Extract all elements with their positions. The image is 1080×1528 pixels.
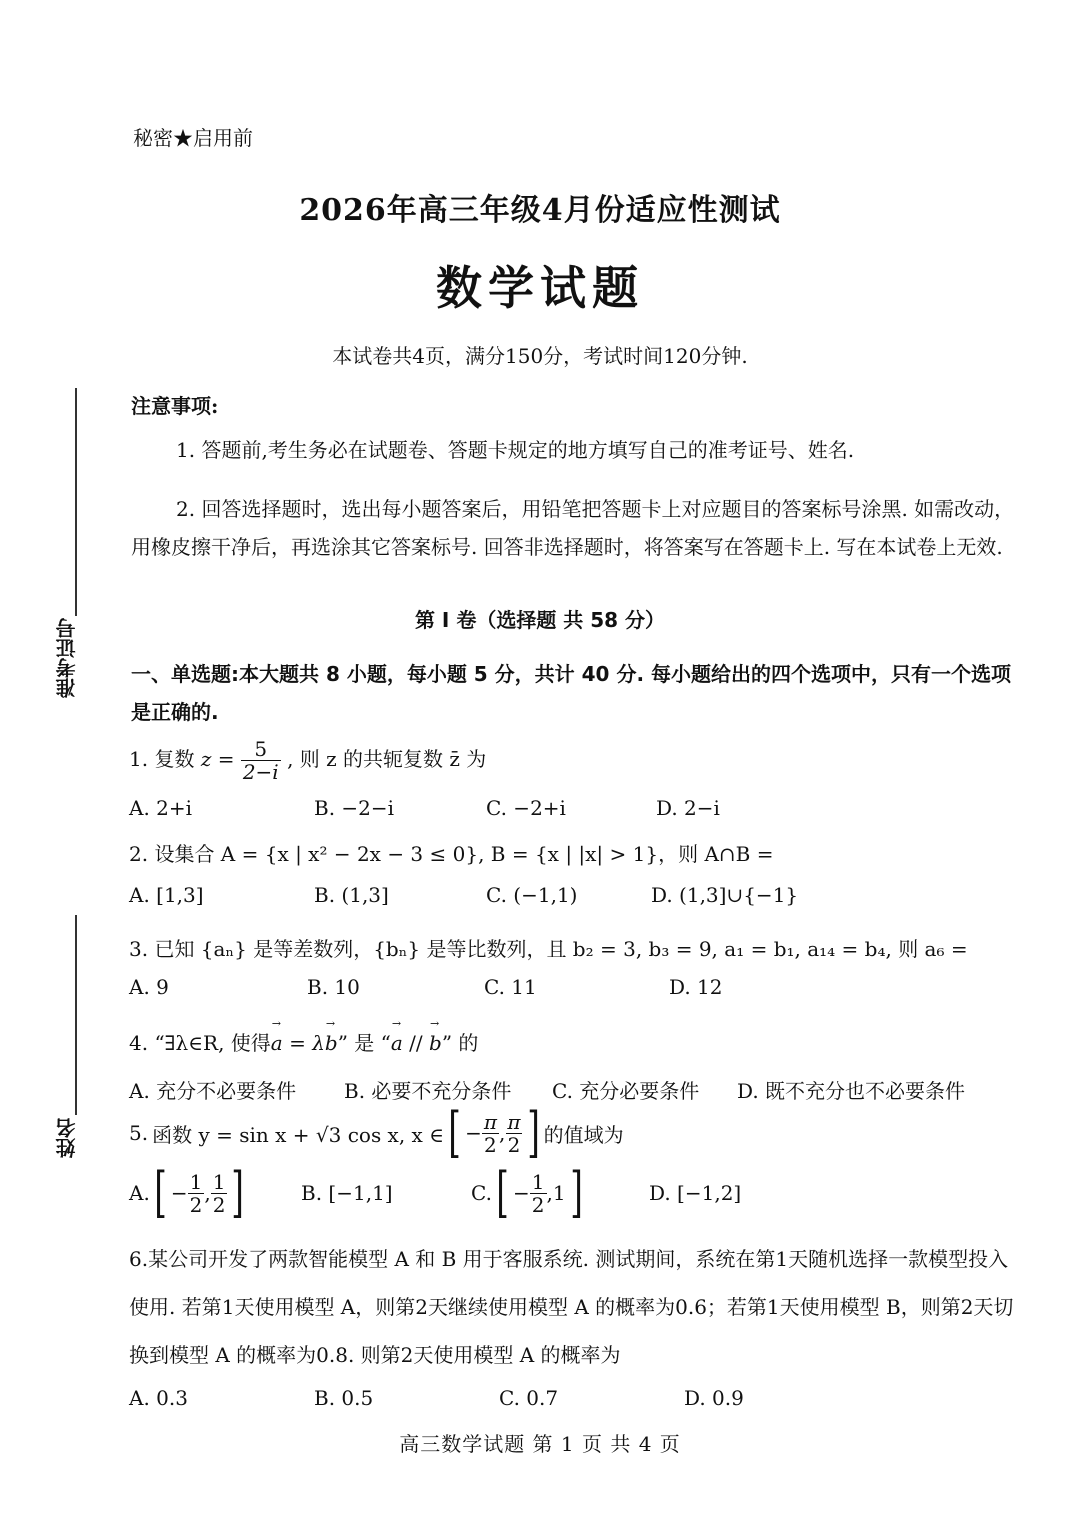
comma: ,: [204, 1181, 211, 1205]
name-label: 姓名: [55, 1118, 79, 1158]
option-c[interactable]: C. (−1,1): [486, 883, 578, 907]
fraction: [211, 1171, 228, 1216]
option-a[interactable]: A. [1,3]: [129, 883, 204, 907]
option-c[interactable]: C. −2+i: [486, 796, 566, 820]
question-3-options: [129, 975, 723, 999]
option-a[interactable]: [129, 1161, 301, 1224]
fraction: [188, 1171, 205, 1216]
fraction-numerator: π: [507, 1109, 521, 1134]
question-1: [129, 738, 486, 783]
question-stem: 某公司开发了两款智能模型 A 和 B 用于客服系统. 测试期间，系统在第1天随机选择一款模型投入使用. 若第1天使用模型 A，则第2天继续使用模型 A 的概率为0.6；若第1天使用模型 B，则第2天切换到模型 A 的概率为0.8. 则第2天使用模型 A 的概率为: [129, 1247, 1014, 1367]
question-number: 3.: [129, 937, 149, 961]
left-bracket: [: [154, 1161, 167, 1224]
vector-a: → a: [391, 1031, 403, 1055]
option-d[interactable]: D. 既不充分也不必要条件: [737, 1079, 966, 1103]
question-2-options: [129, 883, 798, 907]
right-bracket: ]: [231, 1161, 245, 1224]
option-b[interactable]: B. 10: [307, 975, 360, 999]
question-stem: 设集合 A = {x | x² − 2x − 3 ≤ 0}, B = {x | |x| > 1}，则 A∩B =: [154, 842, 774, 866]
fraction-numerator: 1: [189, 1169, 203, 1194]
fraction: [241, 738, 281, 783]
fraction-numerator: 1: [212, 1169, 226, 1194]
fraction: [482, 1111, 499, 1156]
question-stem: 已知 {aₙ} 是等差数列，{bₙ} 是等比数列，且 b₂ = 3, b₃ = 9, a₁ = b₁, a₁₄ = b₄, 则 a₆ =: [154, 937, 968, 961]
subject-title: 数学试题: [436, 261, 644, 315]
option-a[interactable]: A. 0.3: [129, 1386, 188, 1410]
exam-id-label: 准考证号: [55, 618, 79, 698]
question-4-options: [129, 1075, 965, 1104]
minus-sign: −: [513, 1181, 530, 1205]
option-b[interactable]: B. 0.5: [314, 1386, 374, 1410]
left-bracket: [: [448, 1101, 461, 1164]
option-b[interactable]: B. −2−i: [314, 796, 395, 820]
option-a[interactable]: A. 充分不必要条件: [129, 1079, 297, 1103]
vector-a: → a: [271, 1031, 283, 1055]
option-d[interactable]: D. 0.9: [684, 1386, 744, 1410]
question-number: 6.: [129, 1247, 149, 1271]
fraction-denominator: 2: [507, 1132, 521, 1157]
vector-b: → b: [429, 1031, 442, 1055]
right-bracket: ]: [569, 1161, 583, 1224]
left-bracket: [: [496, 1161, 509, 1224]
option-label: D.: [649, 1181, 671, 1205]
fraction-numerator: 1: [531, 1169, 545, 1194]
question-stem-prefix: 复数: [154, 747, 195, 771]
comma: ,: [499, 1121, 506, 1145]
question-5: [129, 1101, 624, 1164]
math-equals: = λ: [282, 1031, 325, 1055]
option-d[interactable]: D. 2−i: [656, 796, 720, 820]
option-b[interactable]: [301, 1181, 471, 1205]
question-stem-part: ” 的: [441, 1031, 479, 1055]
option-c[interactable]: [471, 1161, 649, 1224]
fraction: [505, 1111, 522, 1156]
question-number: 2.: [129, 842, 149, 866]
confidential-mark: 秘密★启用前: [133, 126, 253, 150]
question-stem-prefix: 函数 y = sin x + √3 cos x, x ∈: [152, 1122, 444, 1147]
question-number: 4.: [129, 1031, 149, 1055]
fraction-denominator: 2−i: [242, 760, 279, 784]
question-number: 1.: [129, 747, 149, 771]
minus-sign: −: [170, 1181, 188, 1205]
option-d[interactable]: D. 12: [669, 975, 723, 999]
fraction-numerator: π: [483, 1109, 497, 1134]
question-6: [129, 1235, 1019, 1379]
exam-info: 本试卷共4页，满分150分，考试时间120分钟.: [332, 344, 748, 368]
question-number: 5.: [129, 1121, 149, 1145]
option-d[interactable]: [649, 1181, 741, 1205]
question-stem-part: “∃λ∈R, 使得: [154, 1031, 271, 1055]
exam-id-fill-line: [75, 388, 77, 616]
option-c[interactable]: C. 0.7: [499, 1386, 559, 1410]
parallel-symbol: //: [402, 1031, 429, 1055]
question-stem-suffix: , 则 z 的共轭复数 z̄ 为: [287, 747, 487, 771]
question-stem-part: ” 是 “: [337, 1031, 391, 1055]
option-value: [−1,2]: [677, 1181, 742, 1205]
notice-item-1: 1. 答题前,考生务必在试题卷、答题卡规定的地方填写自己的准考证号、姓名.: [176, 438, 855, 462]
notices-heading: 注意事项:: [131, 394, 219, 418]
option-d[interactable]: D. (1,3]∪{−1}: [651, 883, 799, 907]
question-2: [129, 838, 773, 867]
option-a[interactable]: A. 2+i: [129, 796, 193, 820]
question-stem-suffix: 的值域为: [543, 1122, 624, 1147]
option-b[interactable]: B. 必要不充分条件: [344, 1079, 512, 1103]
part-1-heading: 第 Ⅰ 卷（选择题 共 58 分）: [414, 608, 666, 632]
name-fill-line: [75, 915, 77, 1115]
section-1-heading: 一、单选题:本大题共 8 小题，每小题 5 分，共计 40 分. 每小题给出的四个选项中，只有一个选项是正确的.: [131, 662, 1011, 724]
question-6-options: [129, 1386, 744, 1410]
option-a[interactable]: A. 9: [129, 975, 169, 999]
option-value: 1: [552, 1181, 566, 1205]
fraction-denominator: 2: [189, 1192, 203, 1217]
question-5-options: [129, 1161, 742, 1224]
right-bracket: ]: [526, 1101, 540, 1164]
fraction-numerator: 5: [254, 737, 268, 761]
option-b[interactable]: B. (1,3]: [314, 883, 389, 907]
vector-b: → b: [325, 1031, 338, 1055]
fraction-denominator: 2: [531, 1192, 545, 1217]
question-1-options: [129, 796, 720, 820]
fraction-denominator: 2: [484, 1132, 497, 1157]
question-3: [129, 933, 968, 962]
fraction: [530, 1171, 547, 1216]
option-label: B.: [301, 1181, 323, 1205]
fraction-denominator: 2: [212, 1192, 226, 1217]
option-c[interactable]: C. 充分必要条件: [552, 1079, 700, 1103]
math-lhs: z =: [200, 747, 235, 771]
exam-title: 2026年高三年级4月份适应性测试: [299, 193, 781, 228]
option-label: C.: [471, 1181, 492, 1205]
option-label: A.: [129, 1181, 150, 1205]
minus-sign: −: [465, 1121, 482, 1145]
question-4: [129, 1027, 478, 1056]
comma: ,: [546, 1181, 553, 1205]
page-footer: 高三数学试题 第 1 页 共 4 页: [399, 1432, 681, 1456]
option-value: [−1,1]: [328, 1181, 393, 1205]
option-c[interactable]: C. 11: [484, 975, 537, 999]
notice-item-2: 2. 回答选择题时，选出每小题答案后，用铅笔把答题卡上对应题目的答案标号涂黑. 如需改动，用橡皮擦干净后，再选涂其它答案标号. 回答非选择题时，将答案写在答题卡上. 写在本试卷上无效.: [131, 497, 1015, 559]
